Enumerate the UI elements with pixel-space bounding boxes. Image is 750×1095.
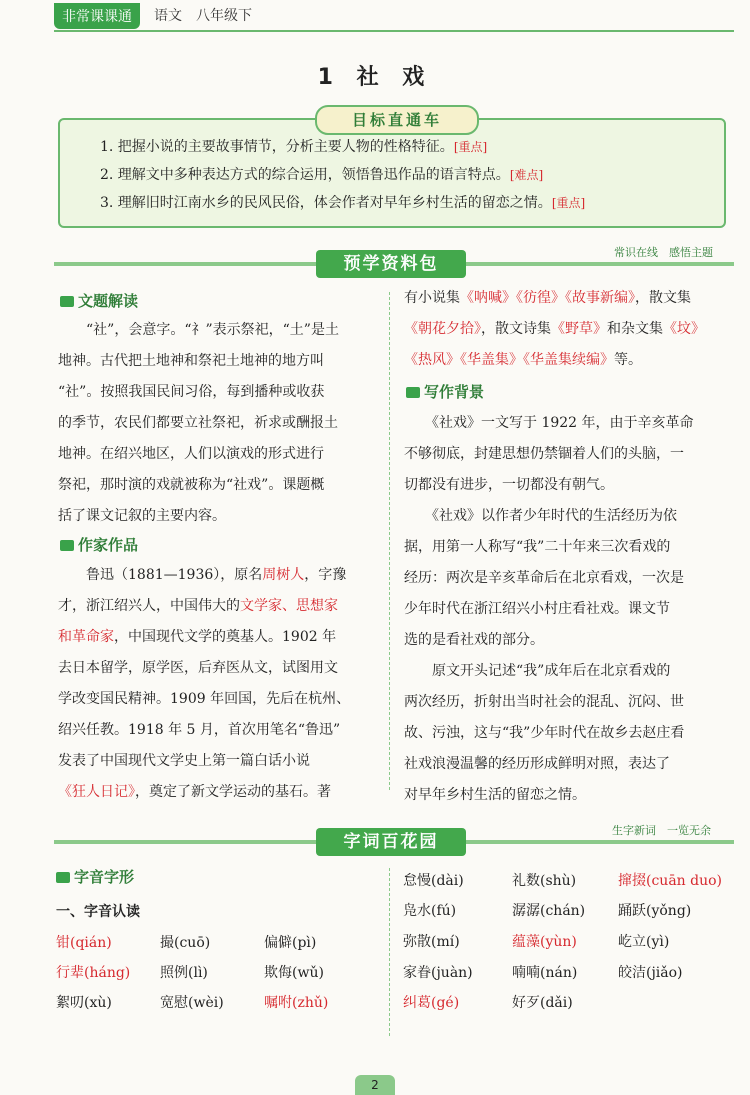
text-line: 选的是看社戏的部分。 — [404, 632, 544, 648]
goal-tag: [重点] — [551, 196, 586, 210]
vocab-word: 喃喃(nán) — [512, 965, 578, 981]
text-line: 和革命家，中国现代文学的奠基人。1902 年 — [58, 629, 337, 645]
vocab-word: 欺侮(wǔ) — [264, 965, 324, 981]
text-line: 发表了中国现代文学史上第一篇白话小说 — [58, 753, 310, 769]
beijing-paragraph — [404, 408, 734, 811]
preview-section-tagline: 常识在线 感悟主题 — [614, 246, 713, 259]
subject-label: 语文 — [154, 8, 182, 24]
text-line: 绍兴任教。1918 年 5 月，首次用笔名“鲁迅” — [58, 722, 341, 738]
grade-label: 八年级下 — [196, 8, 252, 24]
text-line: 对早年乡村生活的留恋之情。 — [404, 787, 586, 803]
text-line: 有小说集《呐喊》《彷徨》《故事新编》，散文集 — [404, 290, 691, 306]
goal-item — [100, 136, 487, 156]
text-line: “社”。按照我国民间习俗，每到播种或收获 — [58, 384, 325, 400]
text-line: 地神。古代把土地神和祭祀土地神的地方叫 — [58, 353, 324, 369]
vocab-word: 蕴藻(yùn) — [512, 934, 577, 950]
text-line: 少年时代在浙江绍兴小村庄看社戏。课文节 — [404, 601, 670, 617]
zuojia-paragraph — [58, 560, 378, 808]
works-paragraph — [404, 283, 734, 376]
vocab-word: 钳(qián) — [56, 935, 112, 951]
vocab-word: 行辈(háng) — [56, 965, 131, 981]
vocab-word: 踊跃(yǒng) — [618, 903, 692, 919]
highlight: 《呐喊》《彷徨》《故事新编》 — [460, 290, 635, 306]
book-icon — [406, 387, 420, 398]
highlight: 周树人 — [262, 567, 305, 583]
header-rule — [54, 30, 734, 32]
vocab-word: 礼数(shù) — [512, 873, 577, 889]
text-line: 经历：两次是辛亥革命后在北京看戏，一次是 — [404, 570, 684, 586]
vocab-word: 撮(cuō) — [160, 935, 211, 951]
heading-text: 文题解读 — [78, 292, 139, 310]
heading-ziyin — [56, 866, 134, 887]
goal-item — [100, 192, 585, 212]
book-icon — [60, 540, 74, 551]
heading-text: 写作背景 — [424, 383, 485, 401]
highlight: 《热风》《华盖集》《华盖集续编》 — [404, 352, 614, 368]
highlight: 《狂人日记》 — [58, 784, 135, 800]
vocab-word: 偏僻(pì) — [264, 935, 317, 951]
heading-text: 字音字形 — [74, 868, 135, 886]
goal-tag: [重点] — [453, 140, 488, 154]
highlight: 《坟》 — [663, 321, 705, 337]
text-line: 《狂人日记》，奠定了新文学运动的基石。著 — [58, 784, 331, 800]
text-line: “社”，会意字。“礻”表示祭祀，“土”是土 — [58, 322, 339, 338]
heading-beijing — [406, 381, 484, 402]
text-line: 《热风》《华盖集》《华盖集续编》等。 — [404, 352, 642, 368]
vocab-word: 屹立(yì) — [618, 934, 670, 950]
goal-text: 1. 把握小说的主要故事情节，分析主要人物的性格特征。 — [100, 139, 454, 155]
text-line: 据，用第一人称写“我”二十年来三次看戏的 — [404, 539, 671, 555]
vocab-word: 纠葛(gé) — [403, 995, 460, 1011]
text-line: 去日本留学，原学医，后弃医从文，试图用文 — [58, 660, 338, 676]
text-line: 原文开头记述“我”成年后在北京看戏的 — [404, 663, 671, 679]
text-line: 两次经历，折射出当时社会的混乱、沉闷、世 — [404, 694, 684, 710]
vocab-word: 宽慰(wèi) — [160, 995, 224, 1011]
goal-text: 3. 理解旧时江南水乡的民风民俗，体会作者对早年乡村生活的留恋之情。 — [100, 195, 552, 211]
highlight: 《朝花夕拾》 — [404, 321, 481, 337]
text-line: 祭祀，那时演的戏就被称为“社戏”。课题概 — [58, 477, 325, 493]
text-line: 故、污浊，这与“我”少年时代在故乡去赵庄看 — [404, 725, 685, 741]
vocab-word: 皎洁(jiǎo) — [618, 965, 683, 981]
text-line: 《社戏》以作者少年时代的生活经历为依 — [404, 508, 677, 524]
text-line: 的季节，农民们都要立社祭祀，祈求或酬报土 — [58, 415, 338, 431]
vocab-word: 弥散(mí) — [403, 934, 460, 950]
text-line: 括了课文记叙的主要内容。 — [58, 508, 226, 524]
text-line: 才，浙江绍兴人，中国伟大的文学家、思想家 — [58, 598, 338, 614]
highlight: 和革命家 — [58, 629, 114, 645]
text-line: 切都没有进步，一切都没有朝气。 — [404, 477, 614, 493]
column-divider — [389, 868, 390, 1036]
goal-item — [100, 164, 543, 184]
subject-grade — [154, 5, 252, 25]
text-line: 《社戏》一文写于 1922 年，由于辛亥革命 — [404, 415, 694, 431]
vocab-word: 家眷(juàn) — [403, 965, 473, 981]
vocab-word: 好歹(dǎi) — [512, 995, 573, 1011]
wentijiedu-paragraph — [58, 315, 378, 532]
column-divider — [389, 292, 390, 790]
highlight: 文学家、思想家 — [240, 598, 338, 614]
bookmark-icon — [56, 872, 70, 883]
lesson-title: 1 社 戏 — [317, 65, 433, 90]
goals-title: 目标直通车 — [315, 105, 479, 135]
vocab-word: 照例(lì) — [160, 965, 208, 981]
goal-tag: [难点] — [509, 168, 544, 182]
vocab-word: 潺潺(chán) — [512, 903, 586, 919]
highlight: 《野草》 — [551, 321, 607, 337]
vocab-subheading: 一、字音认读 — [56, 904, 140, 920]
vocab-word: 怠慢(dài) — [403, 873, 464, 889]
goal-text: 2. 理解文中多种表达方式的综合运用，领悟鲁迅作品的语言特点。 — [100, 167, 510, 183]
text-line: 不够彻底，封建思想仍禁锢着人们的头脑，一 — [404, 446, 684, 462]
vocab-word: 嘱咐(zhǔ) — [264, 995, 329, 1011]
vocab-section-tagline: 生字新词 一览无余 — [612, 824, 711, 837]
page-number: 2 — [355, 1075, 395, 1095]
preview-section-title: 预学资料包 — [316, 250, 466, 278]
vocab-word: 凫水(fú) — [403, 903, 457, 919]
text-line: 地神。在绍兴地区，人们以演戏的形式进行 — [58, 446, 324, 462]
book-icon — [60, 296, 74, 307]
heading-zuojia — [60, 534, 138, 555]
heading-wentijiedu — [60, 290, 138, 311]
text-line: 学改变国民精神。1909 年回国，先后在杭州、 — [58, 691, 351, 707]
vocab-section-title: 字词百花园 — [316, 828, 466, 856]
vocab-word: 撺掇(cuān duo) — [618, 873, 723, 889]
vocab-word: 絮叨(xù) — [56, 995, 112, 1011]
heading-text: 作家作品 — [78, 536, 139, 554]
text-line: 《朝花夕拾》，散文诗集《野草》和杂文集《坟》 — [404, 321, 705, 337]
text-line: 社戏浪漫温馨的经历形成鲜明对照，表达了 — [404, 756, 670, 772]
brand-badge: 非常课课通 — [54, 3, 140, 29]
text-line: 鲁迅（1881—1936），原名周树人，字豫 — [58, 567, 347, 583]
